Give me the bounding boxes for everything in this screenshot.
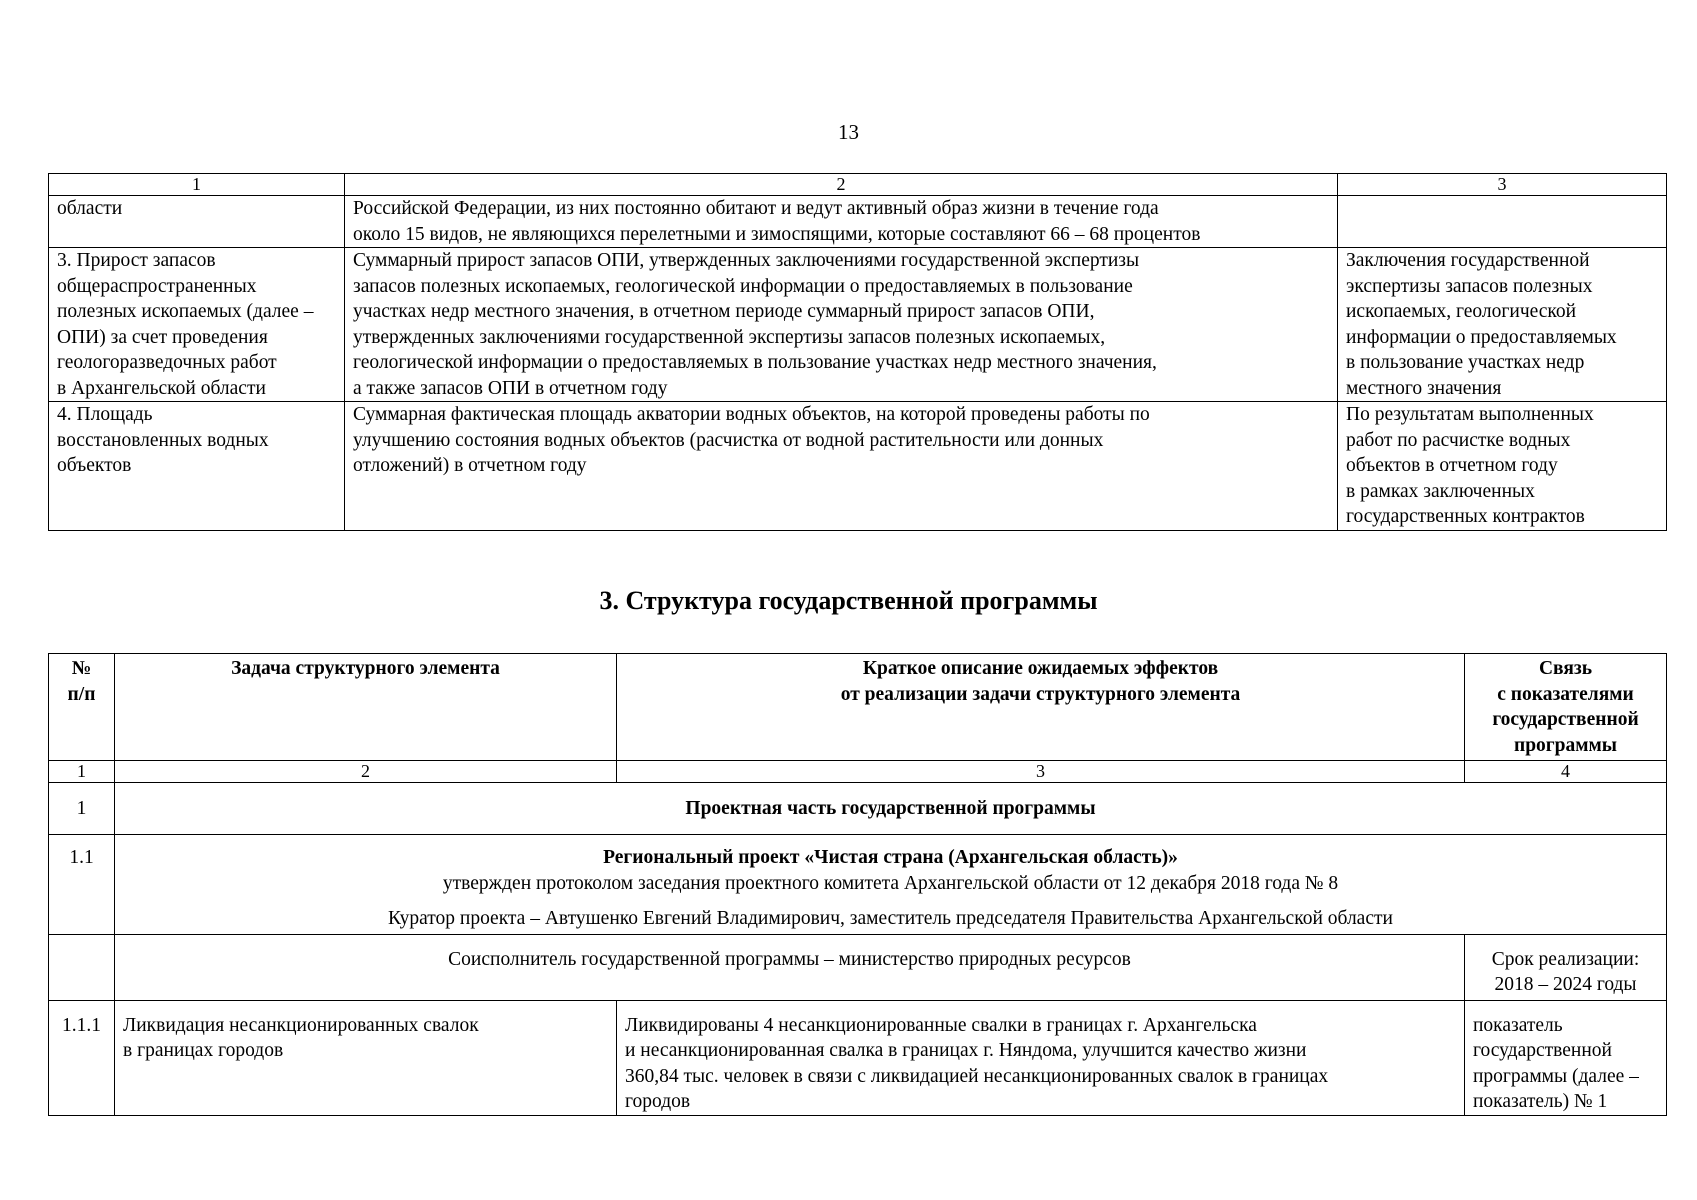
column-number: 2 bbox=[115, 761, 617, 783]
cell-line: запасов полезных ископаемых, геологической информации о предоставляемых в пользование bbox=[353, 275, 1133, 297]
task-row bbox=[49, 1000, 1667, 1115]
cell-line: объектов в отчетном году bbox=[1346, 455, 1558, 476]
cell-line: объектов bbox=[57, 455, 132, 476]
cell-line: показатель) № 1 bbox=[1473, 1091, 1608, 1112]
cell-line: работ по расчистке водных bbox=[1346, 429, 1571, 451]
indicator-link-cell bbox=[1465, 1000, 1667, 1115]
program-structure-table bbox=[48, 653, 1667, 1116]
indicator-name-cell bbox=[49, 196, 345, 248]
cell-line: утвержденных заключениями государственной экспертизы запасов полезных ископаемых, bbox=[353, 326, 1106, 348]
cell-line: По результатам выполненных bbox=[1346, 404, 1594, 425]
cell-line: в Архангельской области bbox=[57, 377, 266, 399]
cell-line: улучшению состояния водных объектов (расчистка от водной растительности или донных bbox=[353, 429, 1104, 451]
header-effects bbox=[617, 654, 1465, 761]
cell-line: общераспространенных bbox=[57, 275, 257, 297]
table-row bbox=[49, 248, 1667, 402]
column-number: 1 bbox=[49, 174, 345, 196]
effect-cell bbox=[617, 1000, 1465, 1115]
header-line: Связь bbox=[1538, 658, 1593, 679]
cell-line: городов bbox=[625, 1091, 691, 1112]
column-number: 2 bbox=[345, 174, 1338, 196]
cell-line: показатель bbox=[1473, 1014, 1563, 1036]
empty-cell bbox=[49, 934, 115, 1000]
cell-line: в границах городов bbox=[123, 1040, 284, 1061]
cell-line: геологоразведочных работ bbox=[57, 352, 277, 373]
header-line: с показателями bbox=[1497, 683, 1634, 705]
cell-line: участках недр местного значения, в отчетном периоде суммарный прирост запасов ОПИ, bbox=[353, 301, 1095, 322]
source-cell bbox=[1338, 248, 1667, 402]
row-number: 1.1.1 bbox=[49, 1000, 115, 1115]
section-title: 3. Структура государственной программы bbox=[599, 586, 1098, 615]
row-number: 1 bbox=[49, 783, 115, 835]
header-task bbox=[115, 654, 617, 761]
page-number: 13 bbox=[838, 120, 859, 144]
cell-line: Ликвидация несанкционированных свалок bbox=[123, 1014, 479, 1036]
table1-column-numbers bbox=[49, 174, 1667, 196]
header-line: Краткое описание ожидаемых эффектов bbox=[862, 658, 1219, 679]
cell-line: около 15 видов, не являющихся перелетными и зимоспящими, которые составляют 66 – 68 процентов bbox=[353, 223, 1201, 245]
project-part-title: Проектная часть государственной программы bbox=[115, 783, 1667, 835]
cell-line: восстановленных водных bbox=[57, 429, 269, 451]
regional-project-cell bbox=[115, 835, 1667, 935]
cell-line: в рамках заключенных bbox=[1346, 480, 1535, 502]
header-line: от реализации задачи структурного элемента bbox=[840, 683, 1241, 705]
term-line: Срок реализации: bbox=[1491, 948, 1640, 970]
indicator-name-cell bbox=[49, 402, 345, 531]
indicator-name-cell bbox=[49, 248, 345, 402]
method-cell bbox=[345, 248, 1338, 402]
cell-line: программы (далее – bbox=[1473, 1065, 1639, 1087]
header-line: п/п bbox=[67, 683, 96, 705]
cell-line: местного значения bbox=[1346, 377, 1502, 399]
term-line: 2018 – 2024 годы bbox=[1494, 974, 1637, 995]
table-row bbox=[49, 402, 1667, 531]
coexecutor-row bbox=[49, 934, 1667, 1000]
cell-line: Суммарный прирост запасов ОПИ, утвержденных заключениями государственной экспертизы bbox=[353, 250, 1140, 271]
table2-column-numbers bbox=[49, 761, 1667, 783]
row-number: 1.1 bbox=[49, 835, 115, 935]
table-row bbox=[49, 196, 1667, 248]
column-number: 3 bbox=[617, 761, 1465, 783]
cell-line: в пользование участках недр bbox=[1346, 352, 1585, 373]
regional-project-title: Региональный проект «Чистая страна (Архангельская область)» bbox=[603, 847, 1178, 868]
cell-line: отложений) в отчетном году bbox=[353, 455, 587, 476]
implementation-term-cell bbox=[1465, 934, 1667, 1000]
task-cell bbox=[115, 1000, 617, 1115]
cell-line: 3. Прирост запасов bbox=[57, 250, 216, 271]
cell-line: государственных контрактов bbox=[1346, 506, 1585, 527]
cell-line: Заключения государственной bbox=[1346, 250, 1590, 271]
column-number: 3 bbox=[1338, 174, 1667, 196]
cell-line: 360,84 тыс. человек в связи с ликвидацией несанкционированных свалок в границах bbox=[625, 1065, 1329, 1087]
source-cell bbox=[1338, 402, 1667, 531]
regional-project-curator: Куратор проекта – Автушенко Евгений Владимирович, заместитель председателя Правительства Архангельской области bbox=[388, 908, 1393, 929]
regional-project-approval: утвержден протоколом заседания проектного комитета Архангельской области от 12 декабря 2018 года № 8 bbox=[442, 872, 1339, 894]
cell-line: 4. Площадь bbox=[57, 404, 153, 425]
cell-line: Российской Федерации, из них постоянно обитают и ведут активный образ жизни в течение года bbox=[353, 198, 1159, 219]
cell-line: государственной bbox=[1473, 1040, 1612, 1061]
header-line: Задача структурного элемента bbox=[231, 658, 500, 679]
spacer bbox=[123, 896, 1658, 906]
header-number bbox=[49, 654, 115, 761]
cell-line: и несанкционированная свалка в границах г. Няндома, улучшится качество жизни bbox=[625, 1040, 1307, 1061]
cell-line: а также запасов ОПИ в отчетном году bbox=[353, 377, 668, 399]
method-cell bbox=[345, 402, 1338, 531]
source-cell bbox=[1338, 196, 1667, 248]
cell-line: области bbox=[57, 198, 123, 219]
header-line: № bbox=[71, 658, 92, 679]
cell-line: ОПИ) за счет проведения bbox=[57, 326, 268, 348]
cell-line: Ликвидированы 4 несанкционированные свалки в границах г. Архангельска bbox=[625, 1014, 1257, 1036]
method-cell bbox=[345, 196, 1338, 248]
column-number: 4 bbox=[1465, 761, 1667, 783]
header-indicators-link bbox=[1465, 654, 1667, 761]
cell-line: Суммарная фактическая площадь акватории водных объектов, на которой проведены работы по bbox=[353, 404, 1150, 425]
cell-line: информации о предоставляемых bbox=[1346, 326, 1617, 348]
table-header-row bbox=[49, 654, 1667, 761]
header-line: программы bbox=[1513, 734, 1618, 756]
cell-line: геологической информации о предоставляемых в пользование участках недр местного значения, bbox=[353, 352, 1157, 373]
coexecutor-cell: Соисполнитель государственной программы – министерство природных ресурсов bbox=[115, 934, 1465, 1000]
project-part-row bbox=[49, 783, 1667, 835]
cell-line: ископаемых, геологической bbox=[1346, 301, 1577, 322]
header-line: государственной bbox=[1492, 709, 1639, 730]
regional-project-row bbox=[49, 835, 1667, 935]
cell-line: полезных ископаемых (далее – bbox=[57, 301, 314, 322]
column-number: 1 bbox=[49, 761, 115, 783]
cell-line: экспертизы запасов полезных bbox=[1346, 275, 1593, 297]
indicators-table-continuation bbox=[48, 173, 1667, 531]
